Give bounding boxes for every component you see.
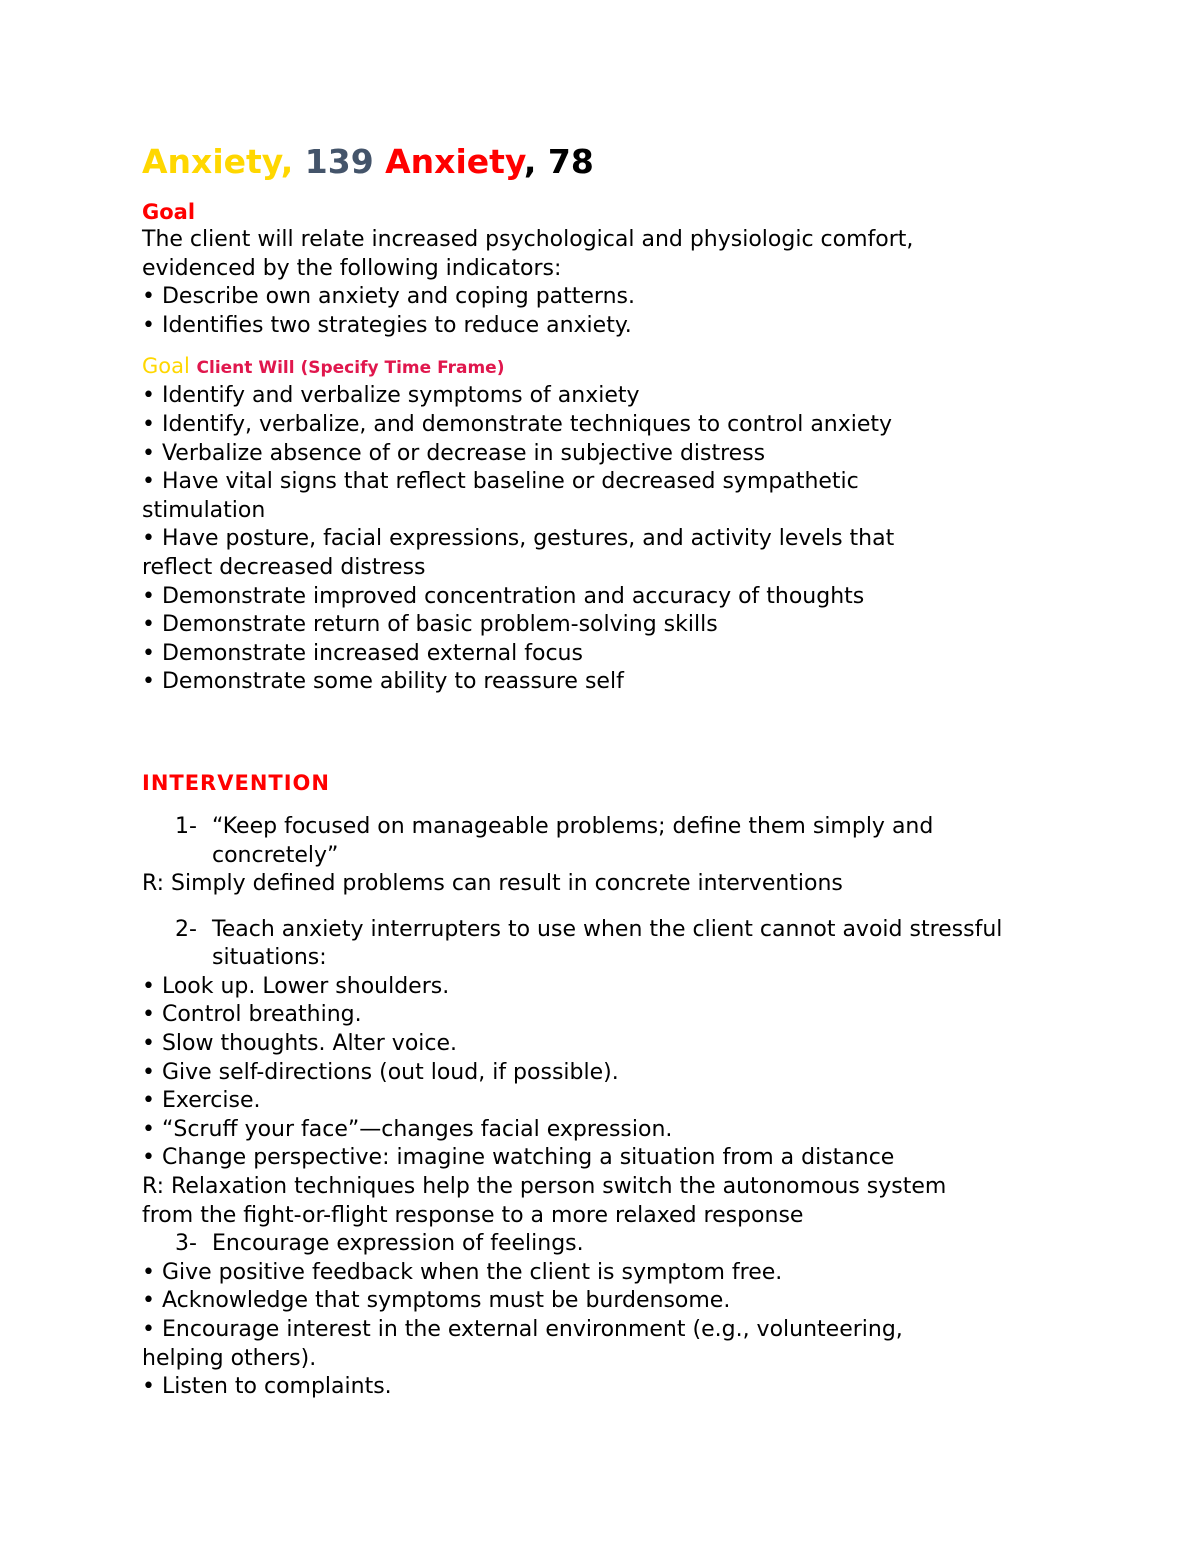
intervention-item-3 [175,1230,1072,1259]
intervention-item-2 [175,916,1072,973]
goal-2-line: reflect decreased distress [142,554,426,580]
bullet-line: • Control breathing. [142,1002,362,1028]
bullet-line: helping others). [142,1345,317,1371]
goal-2-line: stimulation [142,497,266,523]
goal-2-line: • Demonstrate some ability to reassure self [142,669,624,695]
rationale-text: R: Relaxation techniques help the person switch the autonomous system [142,1174,947,1200]
rationale-text: from the fight-or-flight response to a more relaxed response [142,1202,804,1228]
goal-2-sublabel: Client Will (Specify Time Frame) [196,358,505,379]
goal-2-line: • Demonstrate increased external focus [142,640,583,666]
title-part-4: , 78 [523,142,594,181]
bullet-line: • Acknowledge that symptoms must be burdensome. [142,1288,731,1314]
bullet-line: • Give self-directions (out loud, if possible). [142,1059,619,1085]
goal-1-line: • Identifies two strategies to reduce anxiety. [142,312,632,338]
rationale-text: R: Simply defined problems can result in concrete interventions [142,871,843,897]
goal-1-line: evidenced by the following indicators: [142,255,562,281]
goal-2-line: • Demonstrate return of basic problem-solving skills [142,612,718,638]
title-part-3: Anxiety [385,142,524,181]
bullet-line: • Give positive feedback when the client is symptom free. [142,1259,783,1285]
item-number: 2- [175,916,197,942]
goal-2-line: • Identify, verbalize, and demonstrate techniques to control anxiety [142,411,893,437]
document-page [142,138,1072,1402]
goal-2-line: • Demonstrate improved concentration and accuracy of thoughts [142,583,865,609]
goal-1-label: Goal [142,200,196,224]
goal-1-body [142,226,1072,340]
item-number: 3- [175,1231,197,1257]
goal-2-line: • Verbalize absence of or decrease in subjective distress [142,440,766,466]
item-text: “Keep focused on manageable problems; define them simply and concretely” [212,813,934,868]
goal-1-line: • Describe own anxiety and coping patterns. [142,284,635,310]
intervention-item-1 [175,813,1072,870]
bullet-line: • Look up. Lower shoulders. [142,973,450,999]
bullet-line: • Slow thoughts. Alter voice. [142,1031,458,1057]
goal-2-line: • Identify and verbalize symptoms of anxiety [142,383,640,409]
title-part-1: Anxiety, [142,142,305,181]
bullet-line: • Change perspective: imagine watching a situation from a distance [142,1145,895,1171]
bullet-line: • Encourage interest in the external environment (e.g., volunteering, [142,1317,903,1342]
item-number: 1- [175,813,197,839]
goal-2-line: • Have posture, facial expressions, gestures, and activity levels that [142,526,895,552]
goal-2-heading [142,352,1072,382]
goal-1-line: The client will relate increased psychological and physiologic comfort, [142,227,914,252]
goal-2-line: • Have vital signs that reflect baseline or decreased sympathetic [142,469,859,495]
page-title [142,138,1072,186]
bullet-line: • Listen to complaints. [142,1374,392,1400]
bullet-line: • Exercise. [142,1088,261,1114]
intervention-heading: INTERVENTION [142,770,330,795]
item-text: Teach anxiety interrupters to use when the client cannot avoid stressful situations: [212,916,1003,971]
bullet-line: • “Scruff your face”—changes facial expression. [142,1116,673,1142]
goal-2-body [142,382,1072,697]
goal-2-label: Goal [142,354,190,379]
item-text: Encourage expression of feelings. [212,1231,584,1257]
title-part-2: 139 [304,142,386,181]
